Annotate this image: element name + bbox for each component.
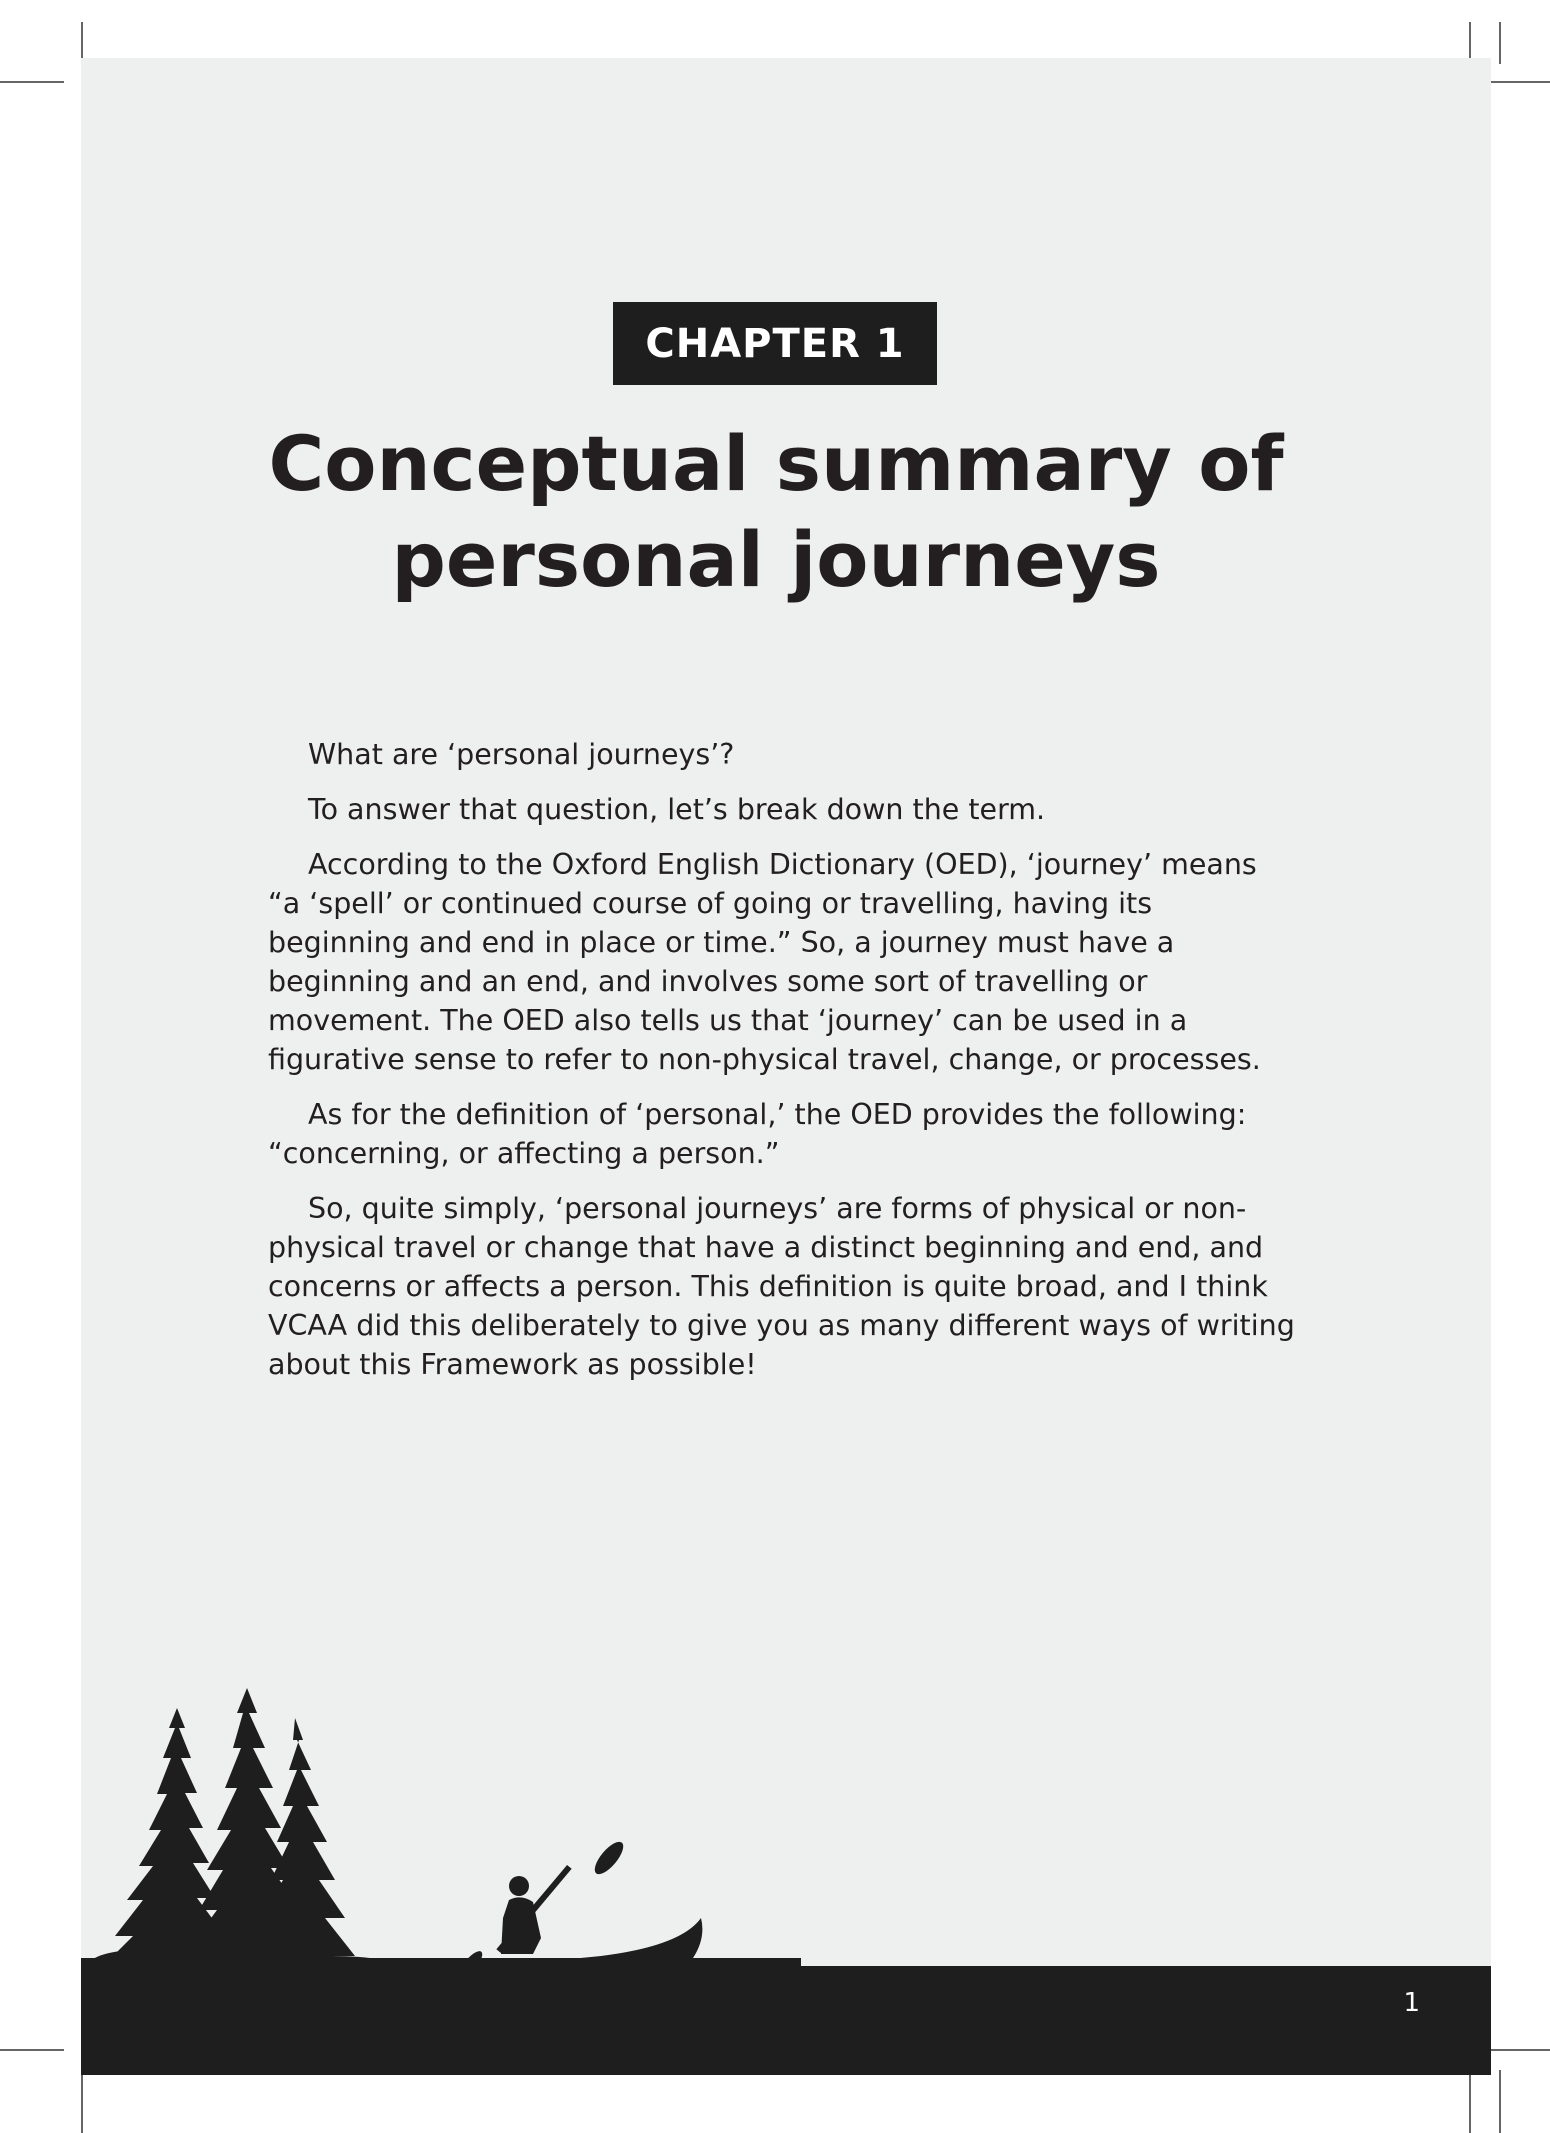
page-number: 1: [1403, 1988, 1420, 2018]
chapter-title-line-2: personal journeys: [391, 515, 1161, 604]
chapter-title-line-1: Conceptual summary of: [268, 419, 1284, 508]
paragraph: To answer that question, let’s break down the term.: [308, 793, 1046, 826]
paragraph: As for the definition of ‘personal,’ the OED provides the following: “concerning, or affecting a person.”: [268, 1098, 1247, 1170]
body-text: [268, 735, 1298, 1400]
paragraph: According to the Oxford English Dictionary (OED), ‘journey’ means “a ‘spell’ or continued course of going or travelling, having its beginning and end in place or time.” So, a journey must have a beginning and an end, and involves some sort of travelling or movement. The OED also tells us that ‘journey’ can be used in a figurative sense to refer to non-physical travel, change, or processes.: [268, 848, 1261, 1076]
chapter-title: [81, 416, 1471, 608]
chapter-badge: CHAPTER 1: [613, 302, 937, 385]
footer-bar: [81, 1966, 1491, 2075]
paragraph: So, quite simply, ‘personal journeys’ are forms of physical or non-physical travel or change that have a distinct beginning and end, and concerns or affects a person. This definition is quite broad, and I think VCAA did this deliberately to give you as many different ways of writing about this Framework as possible!: [268, 1192, 1295, 1381]
book-page: [81, 58, 1491, 2075]
paragraph: What are ‘personal journeys’?: [308, 738, 735, 771]
